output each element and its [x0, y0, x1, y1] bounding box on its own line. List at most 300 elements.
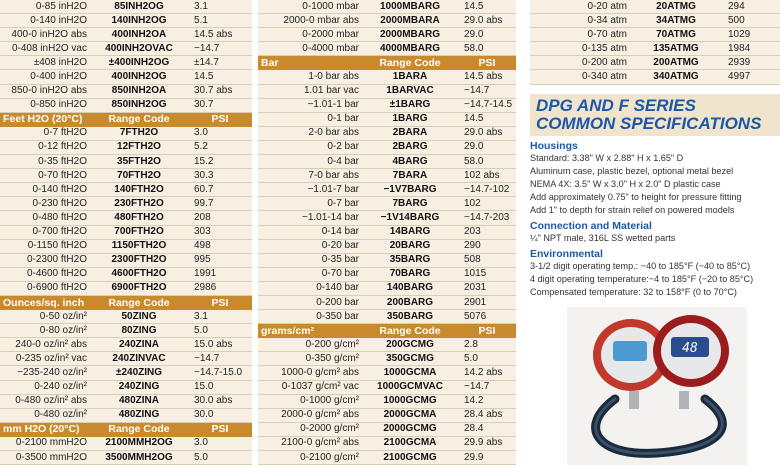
cell-code: 240ZINA [90, 338, 188, 352]
cell-code: 200GCMG [362, 338, 458, 352]
cell-range: 0-14 bar [258, 225, 362, 239]
column-header-range: mm H2O (20°C) [0, 422, 90, 436]
cell-range: 0-200 g/cm² [258, 338, 362, 352]
cell-range: 0-1037 g/cm² vac [258, 380, 362, 394]
cell-psi: −14.7-14.5 [458, 98, 516, 112]
cell-psi: 3.1 [188, 310, 252, 324]
cell-psi: 5.2 [188, 140, 252, 154]
cell-psi: 99.7 [188, 197, 252, 211]
table-row [530, 70, 780, 84]
table-row [0, 169, 252, 183]
cell-psi: 29.0 [458, 140, 516, 154]
housing-line: Add approximately 0.75" to height for pressure fitting [530, 192, 742, 202]
table-row [0, 394, 252, 408]
cell-psi: 30.7 abs [188, 84, 252, 98]
table-row [258, 225, 516, 239]
cell-psi: −14.7 [458, 84, 516, 98]
cell-range: 0-140 bar [258, 281, 362, 295]
cell-code: 400INH2OG [90, 70, 188, 84]
cell-code: 85INH2OG [90, 0, 188, 14]
cell-code: 140BARG [362, 281, 458, 295]
cell-psi: 1991 [188, 267, 252, 281]
cell-range: 0-1150 ftH2O [0, 239, 90, 253]
column-header-code: Range Code [362, 56, 458, 70]
cell-range: 2100-0 g/cm² abs [258, 436, 362, 450]
cell-range: 1000-0 g/cm² abs [258, 366, 362, 380]
cell-psi: −14.7 [188, 42, 252, 56]
cell-psi: 2031 [458, 281, 516, 295]
cell-psi: 60.7 [188, 183, 252, 197]
cell-range: 0-140 inH2O [0, 14, 90, 28]
cell-code: 1000GCMA [362, 366, 458, 380]
column-header-psi: PSI [458, 56, 516, 70]
table-row [258, 295, 516, 309]
cell-psi: −14.7 [188, 352, 252, 366]
cell-code: 200ATMG [630, 56, 722, 70]
table-row [258, 42, 516, 56]
cell-psi: 5076 [458, 310, 516, 324]
cell-psi: 498 [188, 239, 252, 253]
cell-range: −1.01-7 bar [258, 183, 362, 197]
cell-range: ±408 inH2O [0, 56, 90, 70]
cell-code: −1V7BARG [362, 183, 458, 197]
cell-range: 400-0 inH2O abs [0, 28, 90, 42]
cell-psi: 508 [458, 253, 516, 267]
table-row [0, 211, 252, 225]
cell-code: 1BARA [362, 70, 458, 84]
cell-psi: 29.0 abs [458, 14, 516, 28]
table-row [0, 42, 252, 56]
cell-range: 850-0 inH2O abs [0, 84, 90, 98]
cell-range: 0-7 bar [258, 197, 362, 211]
cell-psi: ±14.7 [188, 56, 252, 70]
cell-range: −235-240 oz/in² [0, 366, 90, 380]
table-row [258, 380, 516, 394]
environmental-line: 3-1/2 digit operating temp.: −40 to 185°F (−40 to 85°C) [530, 261, 751, 271]
table-row [0, 451, 252, 465]
cell-range: −1.01-14 bar [258, 211, 362, 225]
cell-psi: 14.5 abs [188, 28, 252, 42]
table-row [258, 70, 516, 84]
cell-code: 200BARG [362, 295, 458, 309]
cell-psi: 14.2 abs [458, 366, 516, 380]
cell-psi: 1015 [458, 267, 516, 281]
column-header-psi: PSI [188, 295, 252, 309]
cell-code: 70BARG [362, 267, 458, 281]
cell-psi: 2986 [188, 281, 252, 295]
table-row [530, 56, 780, 70]
cell-range: 240-0 oz/in² abs [0, 338, 90, 352]
cell-range: 2000-0 mbar abs [258, 14, 362, 28]
cell-code: 2100GCMG [362, 451, 458, 465]
table-row [0, 338, 252, 352]
table-section-header [258, 324, 516, 338]
environmental-line: 4 digit operating temperature:−4 to 185°F (−20 to 85°C) [530, 274, 754, 284]
cell-code: 35FTH2O [90, 155, 188, 169]
cell-code: 14BARG [362, 225, 458, 239]
specifications-title-line-1: DPG AND F SERIES [536, 96, 696, 115]
cell-psi: 14.5 abs [458, 70, 516, 84]
cell-code: 20ATMG [630, 0, 722, 14]
table-row [0, 84, 252, 98]
column-header-code: Range Code [362, 324, 458, 338]
cell-range: 1-0 bar abs [258, 70, 362, 84]
cell-code: 20BARG [362, 239, 458, 253]
cell-psi: 58.0 [458, 42, 516, 56]
table-row [0, 267, 252, 281]
table-row [0, 352, 252, 366]
cell-psi: 294 [722, 0, 780, 14]
cell-psi: 102 abs [458, 169, 516, 183]
cell-code: 35BARG [362, 253, 458, 267]
cell-psi: 303 [188, 225, 252, 239]
cell-code: 140INH2OG [90, 14, 188, 28]
cell-psi: 5.0 [188, 324, 252, 338]
table-row [258, 253, 516, 267]
cell-code: 1000GCMG [362, 394, 458, 408]
cell-psi: 2.8 [458, 338, 516, 352]
cell-code: 480FTH2O [90, 211, 188, 225]
table-row [258, 451, 516, 465]
table-row [0, 225, 252, 239]
cell-range: 0-85 inH2O [0, 0, 90, 14]
cell-range: 0-400 inH2O [0, 70, 90, 84]
table-row [0, 14, 252, 28]
cell-range: 0-2 bar [258, 140, 362, 154]
table-row [530, 0, 780, 14]
cell-code: 1BARVAC [362, 84, 458, 98]
table-row [258, 14, 516, 28]
cell-psi: 102 [458, 197, 516, 211]
table-row [258, 98, 516, 112]
cell-code: 7FTH2O [90, 126, 188, 140]
cell-range: 0-480 oz/in² [0, 408, 90, 422]
cell-psi: 15.0 [188, 380, 252, 394]
cell-range: 0-340 atm [530, 70, 630, 84]
cell-code: 4600FTH2O [90, 267, 188, 281]
cell-range: −1.01-1 bar [258, 98, 362, 112]
cell-psi: 1984 [722, 42, 780, 56]
specifications-title [530, 94, 780, 136]
range-table [0, 0, 252, 465]
column-header-range: Bar [258, 56, 362, 70]
table-section-header [0, 422, 252, 436]
table-row [0, 436, 252, 450]
cell-psi: 58.0 [458, 155, 516, 169]
cell-code: 2100MMH2OG [90, 436, 188, 450]
table-row [258, 352, 516, 366]
table-row [258, 310, 516, 324]
range-table-column-3 [530, 0, 780, 85]
cell-psi: −14.7 [458, 380, 516, 394]
cell-range: 0-70 ftH2O [0, 169, 90, 183]
cell-code: 700FTH2O [90, 225, 188, 239]
cell-code: 2000GCMG [362, 422, 458, 436]
cell-code: 850INH2OA [90, 84, 188, 98]
specifications-title-line-2: COMMON SPECIFICATIONS [536, 114, 762, 133]
cell-code: 135ATMG [630, 42, 722, 56]
cell-range: 0-200 atm [530, 56, 630, 70]
cell-psi: 1029 [722, 28, 780, 42]
range-table [530, 0, 780, 85]
cell-range: 0-4 bar [258, 155, 362, 169]
product-photo [567, 307, 747, 465]
cell-range: 0-1000 g/cm² [258, 394, 362, 408]
table-row [258, 28, 516, 42]
cell-code: 2BARG [362, 140, 458, 154]
cell-range: 0-140 ftH2O [0, 183, 90, 197]
table-row [258, 436, 516, 450]
cell-code: 34ATMG [630, 14, 722, 28]
column-header-code: Range Code [90, 422, 188, 436]
table-row [0, 253, 252, 267]
cell-code: ±240ZING [90, 366, 188, 380]
cell-code: ±400INH2OG [90, 56, 188, 70]
cell-range: 1.01 bar vac [258, 84, 362, 98]
cell-range: 0-80 oz/in² [0, 324, 90, 338]
table-row [0, 98, 252, 112]
column-header-range: Feet H2O (20°C) [0, 112, 90, 126]
cell-range: 0-35 bar [258, 253, 362, 267]
connection-line: ¼" NPT male, 316L SS wetted parts [530, 233, 676, 243]
cell-range: 0-350 bar [258, 310, 362, 324]
table-row [258, 140, 516, 154]
cell-psi: 28.4 abs [458, 408, 516, 422]
cell-code: 70ATMG [630, 28, 722, 42]
cell-range: 0-200 bar [258, 295, 362, 309]
cell-range: 7-0 bar abs [258, 169, 362, 183]
cell-range: 2-0 bar abs [258, 126, 362, 140]
cell-code: 50ZING [90, 310, 188, 324]
cell-psi: 995 [188, 253, 252, 267]
table-row [258, 422, 516, 436]
cell-code: 70FTH2O [90, 169, 188, 183]
cell-code: 1BARG [362, 112, 458, 126]
range-table-column-2 [258, 0, 516, 465]
cell-code: 480ZING [90, 408, 188, 422]
housings-heading: Housings [530, 140, 578, 152]
column-header-psi: PSI [458, 324, 516, 338]
table-row [0, 281, 252, 295]
table-row [0, 239, 252, 253]
cell-psi: 14.2 [458, 394, 516, 408]
column-header-code: Range Code [90, 295, 188, 309]
common-specifications [530, 94, 780, 305]
cell-range: 0-2300 ftH2O [0, 253, 90, 267]
table-row [0, 0, 252, 14]
cell-psi: 4997 [722, 70, 780, 84]
table-section-header [0, 112, 252, 126]
table-row [258, 169, 516, 183]
cell-code: 340ATMG [630, 70, 722, 84]
table-row [258, 211, 516, 225]
cell-code: 7BARA [362, 169, 458, 183]
cell-psi: 203 [458, 225, 516, 239]
table-row [0, 28, 252, 42]
cell-psi: 30.0 [188, 408, 252, 422]
cell-range: 0-135 atm [530, 42, 630, 56]
table-row [258, 183, 516, 197]
table-row [258, 155, 516, 169]
cell-range: 0-6900 ftH2O [0, 281, 90, 295]
table-row [258, 0, 516, 14]
cell-code: 240ZINVAC [90, 352, 188, 366]
cell-code: 400INH2OA [90, 28, 188, 42]
cell-range: 0-3500 mmH2O [0, 451, 90, 465]
cell-range: 0-2000 mbar [258, 28, 362, 42]
table-row [0, 380, 252, 394]
housing-line: Standard: 3.38" W x 2.88" H x 1.65" D [530, 153, 684, 163]
cell-range: 0-700 ftH2O [0, 225, 90, 239]
cell-code: 1000GCMVAC [362, 380, 458, 394]
cell-range: 0-350 g/cm² [258, 352, 362, 366]
table-row [0, 324, 252, 338]
cell-range: 0-480 ftH2O [0, 211, 90, 225]
cell-range: 0-20 bar [258, 239, 362, 253]
cell-code: 6900FTH2O [90, 281, 188, 295]
cell-psi: 3.0 [188, 436, 252, 450]
cell-psi: 29.0 [458, 28, 516, 42]
cell-psi: 5.0 [188, 451, 252, 465]
table-row [530, 14, 780, 28]
cell-psi: 14.5 [458, 112, 516, 126]
cell-range: 0-1000 mbar [258, 0, 362, 14]
cell-code: 2000GCMA [362, 408, 458, 422]
cell-range: 0-7 ftH2O [0, 126, 90, 140]
table-row [530, 42, 780, 56]
cell-code: 240ZING [90, 380, 188, 394]
cell-code: 350GCMG [362, 352, 458, 366]
cell-psi: 29.0 abs [458, 126, 516, 140]
cell-psi: −14.7-15.0 [188, 366, 252, 380]
gauges-with-hose-image [567, 307, 747, 465]
cell-code: 80ZING [90, 324, 188, 338]
cell-code: 2100GCMA [362, 436, 458, 450]
cell-psi: 30.7 [188, 98, 252, 112]
cell-psi: 3.0 [188, 126, 252, 140]
cell-range: 0-50 oz/in² [0, 310, 90, 324]
table-row [0, 70, 252, 84]
cell-psi: 30.0 abs [188, 394, 252, 408]
table-row [258, 112, 516, 126]
cell-psi: −14.7-102 [458, 183, 516, 197]
cell-range: 0-70 atm [530, 28, 630, 42]
table-row [0, 310, 252, 324]
cell-psi: 14.5 [188, 70, 252, 84]
table-row [258, 408, 516, 422]
housing-line: Add 1" to depth for strain relief on powered models [530, 205, 735, 215]
cell-range: 2000-0 g/cm² abs [258, 408, 362, 422]
cell-range: 0-2100 mmH2O [0, 436, 90, 450]
table-row [0, 197, 252, 211]
table-row [0, 155, 252, 169]
cell-psi: 5.0 [458, 352, 516, 366]
cell-range: 0-480 oz/in² abs [0, 394, 90, 408]
cell-code: 4000MBARG [362, 42, 458, 56]
table-row [258, 197, 516, 211]
cell-code: 2BARA [362, 126, 458, 140]
table-row [0, 140, 252, 154]
cell-psi: 208 [188, 211, 252, 225]
table-section-header [258, 56, 516, 70]
cell-psi: 500 [722, 14, 780, 28]
table-section-header [0, 295, 252, 309]
column-header-psi: PSI [188, 112, 252, 126]
cell-psi: 3.1 [188, 0, 252, 14]
cell-range: 0-12 ftH2O [0, 140, 90, 154]
cell-code: 230FTH2O [90, 197, 188, 211]
cell-code: 3500MMH2OG [90, 451, 188, 465]
table-row [0, 183, 252, 197]
cell-range: 0-2000 g/cm² [258, 422, 362, 436]
column-header-psi: PSI [188, 422, 252, 436]
cell-code: 2000MBARA [362, 14, 458, 28]
table-row [258, 239, 516, 253]
cell-psi: 2901 [458, 295, 516, 309]
cell-psi: 5.1 [188, 14, 252, 28]
table-row [258, 267, 516, 281]
cell-psi: 2939 [722, 56, 780, 70]
cell-code: 2000MBARG [362, 28, 458, 42]
table-row [0, 126, 252, 140]
cell-psi: 15.0 abs [188, 338, 252, 352]
environmental-line: Compensated temperature: 32 to 158°F (0 to 70°C) [530, 287, 737, 297]
column-header-range: Ounces/sq. inch [0, 295, 90, 309]
cell-range: 0-2100 g/cm² [258, 451, 362, 465]
table-row [0, 366, 252, 380]
table-row [0, 408, 252, 422]
cell-range: 0-408 inH2O vac [0, 42, 90, 56]
cell-psi: 290 [458, 239, 516, 253]
table-row [258, 338, 516, 352]
cell-code: 140FTH2O [90, 183, 188, 197]
table-row [258, 84, 516, 98]
cell-psi: 15.2 [188, 155, 252, 169]
table-row [258, 281, 516, 295]
cell-code: 7BARG [362, 197, 458, 211]
cell-range: 0-235 oz/in² vac [0, 352, 90, 366]
table-row [258, 366, 516, 380]
cell-code: 480ZINA [90, 394, 188, 408]
table-row [258, 394, 516, 408]
cell-range: 0-1 bar [258, 112, 362, 126]
cell-range: 0-4600 ftH2O [0, 267, 90, 281]
cell-code: 2300FTH2O [90, 253, 188, 267]
cell-psi: 29.9 [458, 451, 516, 465]
cell-psi: 28.4 [458, 422, 516, 436]
cell-code: 4BARG [362, 155, 458, 169]
gauge-display-value: 48 [682, 341, 698, 356]
cell-range: 0-230 ftH2O [0, 197, 90, 211]
cell-code: 350BARG [362, 310, 458, 324]
cell-range: 0-20 atm [530, 0, 630, 14]
environmental-heading: Environmental [530, 248, 603, 260]
table-row [258, 126, 516, 140]
cell-range: 0-4000 mbar [258, 42, 362, 56]
housing-line: NEMA 4X: 3.5" W x 3.0" H x 2.0" D plastic case [530, 179, 721, 189]
cell-code: ±1BARG [362, 98, 458, 112]
cell-code: 12FTH2O [90, 140, 188, 154]
table-row [530, 28, 780, 42]
cell-range: 0-34 atm [530, 14, 630, 28]
cell-range: 0-850 inH2O [0, 98, 90, 112]
cell-code: 400INH2OVAC [90, 42, 188, 56]
connection-heading: Connection and Material [530, 220, 652, 232]
cell-code: 850INH2OG [90, 98, 188, 112]
cell-range: 0-240 oz/in² [0, 380, 90, 394]
cell-code: 1000MBARG [362, 0, 458, 14]
range-table-column-1 [0, 0, 252, 465]
